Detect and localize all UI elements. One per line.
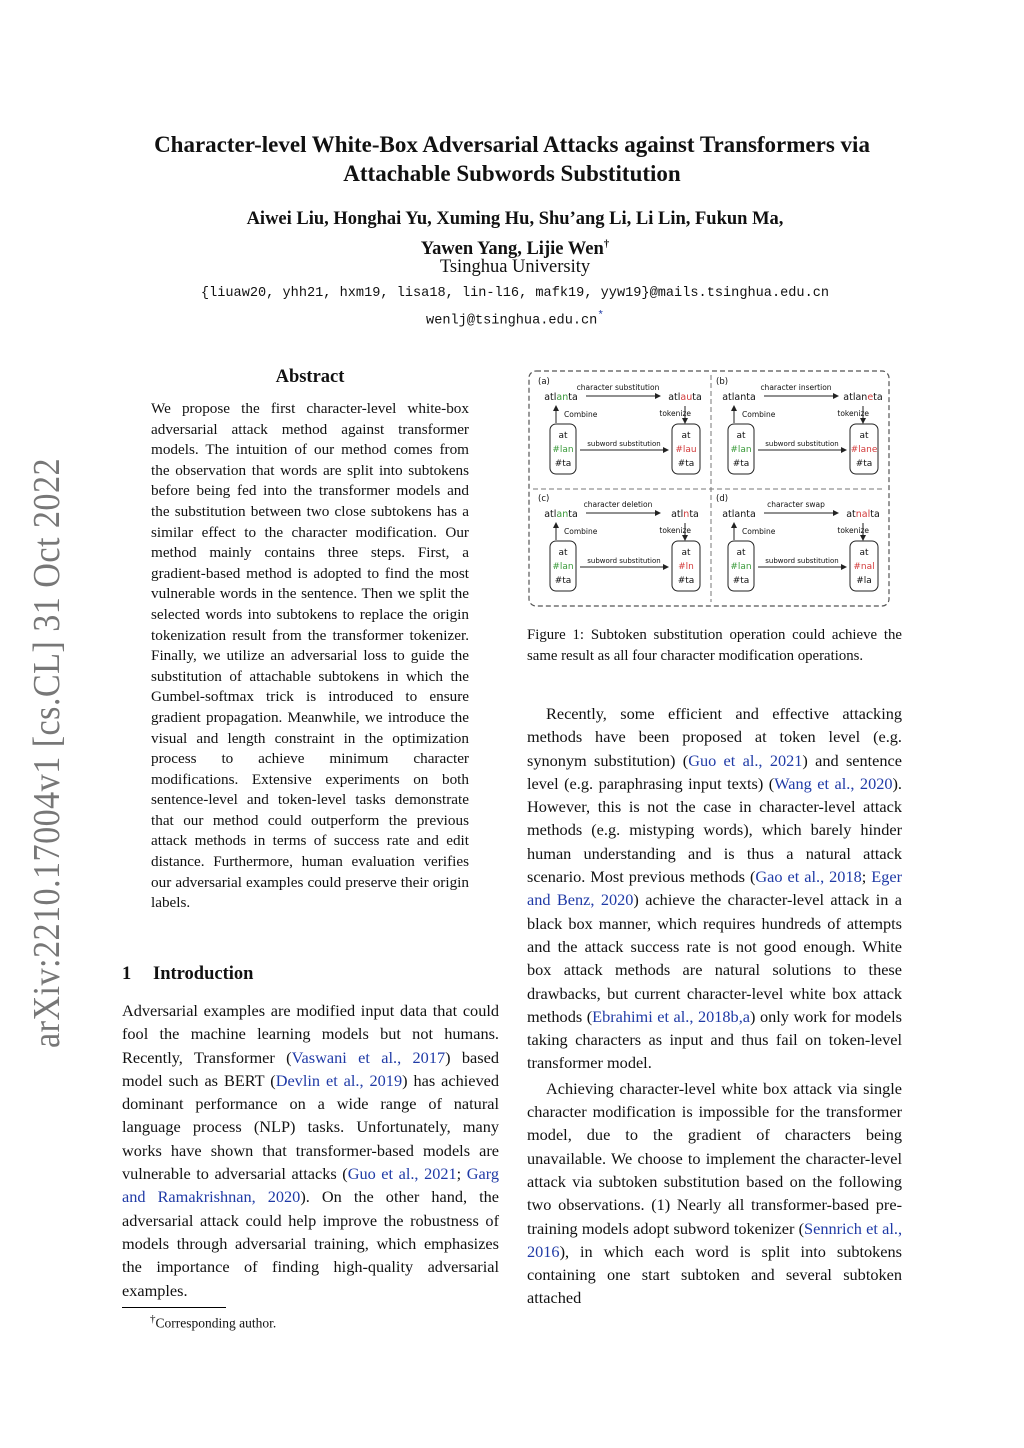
tokenize-label: tokenize xyxy=(659,526,691,535)
panel-label: (b) xyxy=(716,377,729,387)
corresponding-dagger: † xyxy=(603,238,610,250)
abstract-heading: Abstract xyxy=(275,367,345,387)
operation-label: character swap xyxy=(767,500,825,509)
citation-link[interactable]: Vaswani et al., 2017 xyxy=(291,1047,446,1067)
substituted-subtoken: at xyxy=(859,431,869,441)
combine-label: Combine xyxy=(564,527,598,536)
citation-link[interactable]: Garg and Ramakrishnan, 2020 xyxy=(122,1164,499,1207)
footnote: †Corresponding author. xyxy=(150,1313,277,1331)
substituted-subtoken: #lane xyxy=(850,445,878,455)
original-subtoken: #ta xyxy=(554,459,572,469)
figure-caption: Figure 1: Subtoken substitution operation could achieve the same result as all four character modification operations. xyxy=(527,627,902,664)
tokenize-label: tokenize xyxy=(837,409,869,418)
adversarial-word: atnalta xyxy=(846,509,880,520)
substituted-subtoken: #la xyxy=(856,576,872,586)
original-subtoken: #lan xyxy=(730,562,752,572)
footnote-rule xyxy=(122,1307,226,1308)
tokenize-label: tokenize xyxy=(659,409,691,418)
substitution-label: subword substitution xyxy=(765,557,839,565)
substituted-subtoken: at xyxy=(859,548,869,558)
right-column-text xyxy=(527,702,902,1310)
substitution-label: subword substitution xyxy=(765,440,839,448)
adversarial-word: atlnta xyxy=(671,509,699,520)
citation-link[interactable]: Devlin et al., 2019 xyxy=(275,1070,403,1090)
substitution-label: subword substitution xyxy=(587,440,661,448)
substituted-subtoken: at xyxy=(681,548,691,558)
original-subtoken: at xyxy=(736,431,746,441)
original-subtoken: #lan xyxy=(552,562,574,572)
original-word: atlanta xyxy=(544,392,578,403)
paragraph-1: Recently, some efficient and effective attacking methods have been proposed at token level (e.g. synonym substitution) (Guo et al., 2021) and sentence level (e.g. paraphrasing input texts) (Wang et al., 2020). However, this is not the case in character-level attack methods (e.g. mistyping words), which barely hinder human understanding and is thus a natural attack scenario. Most previous methods (Gao et al., 2018; Eger and Benz, 2020) achieve the character-level attack in a black box manner, which requires hundreds of attempts and the attack success rate is not good enough. White box attack methods are natural solutions to these drawbacks, but current character-level white box attack methods (Ebrahimi et al., 2018b,a) only work for models taking characters as input and thus fail on token-level transformer model. xyxy=(527,704,903,1073)
citation-link[interactable]: Sennrich et al., 2016 xyxy=(527,1218,903,1261)
combine-label: Combine xyxy=(564,410,598,419)
citation-link[interactable]: Wang et al., 2020 xyxy=(774,773,893,793)
original-subtoken: #lan xyxy=(552,445,574,455)
substituted-subtoken: #lau xyxy=(675,445,697,455)
citation-link[interactable]: Eger and Benz, 2020 xyxy=(527,867,902,910)
arxiv-identifier xyxy=(14,455,76,1050)
substituted-subtoken: #ta xyxy=(855,459,873,469)
email-line-2: wenlj@tsinghua.edu.cn* xyxy=(426,310,604,329)
substituted-subtoken: #nal xyxy=(853,562,875,572)
paragraph-2: Achieving character-level white box attack via single character modification is impossible for the transformer model, due to the gradient of characters being unavailable. We choose to implement the character-level attack via subtoken substitution based on the following two observations. (1) Nearly all transformer-based pre-training models adopt subword tokenizer (Sennrich et al., 2016), in which each word is split into subtokens containing one start subtoken and several subtoken attached xyxy=(527,1078,903,1308)
original-subtoken: at xyxy=(558,431,568,441)
figure-1 xyxy=(528,370,890,607)
original-word: atlanta xyxy=(722,509,756,520)
substituted-subtoken: #ta xyxy=(677,576,695,586)
substituted-subtoken: at xyxy=(681,431,691,441)
author-list: Aiwei Liu, Honghai Yu, Xuming Hu, Shu’ang Li, Li Lin, Fukun Ma, Yawen Yang, Lijie Wen† xyxy=(246,209,784,260)
original-subtoken: #ta xyxy=(732,576,750,586)
original-word: atlanta xyxy=(722,392,756,403)
original-subtoken: #ta xyxy=(554,576,572,586)
operation-label: character substitution xyxy=(576,383,660,392)
original-subtoken: at xyxy=(736,548,746,558)
combine-label: Combine xyxy=(742,410,776,419)
arxiv-id-text: arXiv:2210.17004v1 [cs.CL] 31 Oct 2022 xyxy=(26,455,68,1048)
original-subtoken: #lan xyxy=(730,445,752,455)
substitution-label: subword substitution xyxy=(587,557,661,565)
tokenize-label: tokenize xyxy=(837,526,869,535)
citation-link[interactable]: Guo et al., 2021 xyxy=(688,750,803,770)
operation-label: character deletion xyxy=(583,500,653,509)
operation-label: character insertion xyxy=(760,383,832,392)
substituted-subtoken: #ln xyxy=(678,562,694,572)
original-subtoken: #ta xyxy=(732,459,750,469)
citation-link[interactable]: Gao et al., 2018 xyxy=(755,867,862,887)
paper-title: Character-level White-Box Adversarial Attacks against Transformers via Attachable Subwords Substitution xyxy=(154,132,870,186)
panel-label: (c) xyxy=(538,494,550,504)
combine-label: Combine xyxy=(742,527,776,536)
panel-label: (d) xyxy=(716,494,729,504)
original-word: atlanta xyxy=(544,509,578,520)
panel-label: (a) xyxy=(538,377,550,387)
introduction-paragraph: Adversarial examples are modified input data that could fool the machine learning models but not humans. Recently, Transformer (Vaswani et al., 2017) based model such as BERT (Devlin et al., 2019) has achieved dominant performance on a wide range of natural language process (NLP) tasks. Unfortunately, many works have shown that transformer-based models are vulnerable to adversarial attacks (Guo et al., 2021; Garg and Ramakrishnan, 2020). On the other hand, the adversarial attack could help improve the robustness of models through adversarial training, which emphasizes the importance of finding high-quality adversarial examples. xyxy=(122,1001,500,1300)
adversarial-word: atlauta xyxy=(668,392,702,403)
citation-link[interactable]: Ebrahimi et al., 2018b,a xyxy=(592,1006,750,1026)
adversarial-word: atlaneta xyxy=(843,392,883,403)
original-subtoken: at xyxy=(558,548,568,558)
substituted-subtoken: #ta xyxy=(677,459,695,469)
citation-link[interactable]: Guo et al., 2021 xyxy=(347,1164,457,1184)
abstract-body: We propose the first character-level white-box adversarial attack method against transformer models. The intuition of our method comes from the observation that words are split into subtokens before being fed into the transformer models and the substitution between two close subtokens has a similar effect to the character modification. Our method mainly contains three steps. First, a gradient-based method is adopted to find the most vulnerable words in the sentence. Then we split the selected words into subtokens to replace the origin tokenization result from the transformer tokenizer. Finally, we utilize an adversarial loss to guide the substitution of attachable subtokens in which the Gumbel-softmax trick is introduced to ensure gradient propagation. Meanwhile, we introduce the visual and length constraint in the optimization process to achieve minimum character modifications. Extensive experiments on both sentence-level and token-level tasks demonstrate that our method could outperform the previous attack methods in terms of success rate and edit distance. Furthermore, human evaluation verifies our adversarial examples could preserve their origin labels. xyxy=(151,400,469,912)
affiliation: Tsinghua University xyxy=(439,257,591,277)
section-heading-introduction: 1 Introduction xyxy=(122,964,254,984)
email-line-1: {liuaw20, yhh21, hxm19, lisa18, lin-l16, mafk19, yyw19}@mails.tsinghua.edu.cn xyxy=(200,286,830,301)
